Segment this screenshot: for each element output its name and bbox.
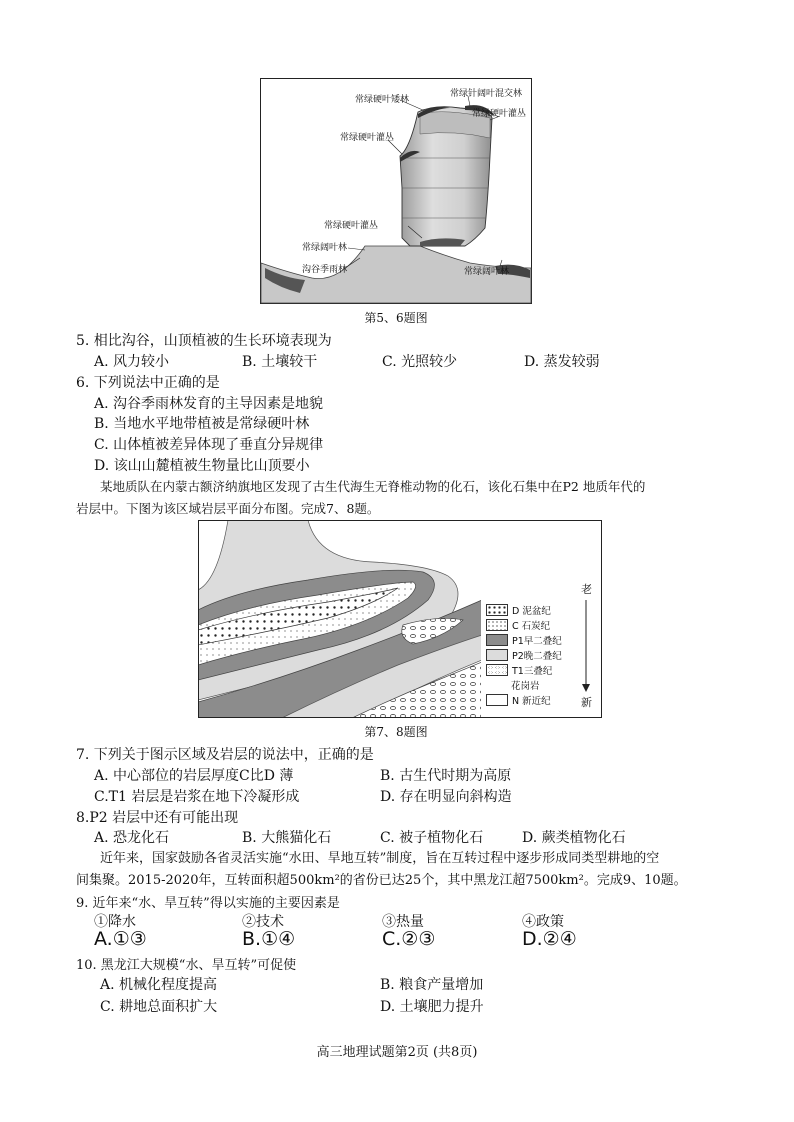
label-shrub-top-right: 常绿硬叶灌丛 [472, 109, 527, 119]
figure-vegetation-profile [260, 78, 532, 304]
q7-option-a[interactable]: A. 中心部位的岩层厚度C比D 薄 [94, 768, 294, 784]
page-footer: 高三地理试题第2页 (共8页) [316, 1045, 478, 1060]
q6-option-b[interactable]: B. 当地水平地带植被是常绿硬叶林 [94, 416, 310, 432]
label-gully-monsoon-forest: 沟谷季雨林 [302, 265, 348, 275]
label-evergreen-broadleaf-right: 常绿阔叶林 [464, 267, 510, 277]
q9-factor-3: ③热量 [382, 914, 424, 930]
q9-option-a[interactable]: A.①③ [94, 928, 147, 950]
q10-option-d[interactable]: D. 土壤肥力提升 [380, 999, 484, 1015]
q7-option-c[interactable]: C.T1 岩层是岩浆在地下冷凝形成 [94, 789, 300, 805]
q9-option-b[interactable]: B.①④ [242, 928, 296, 950]
figure2-caption: 第7、8题图 [364, 725, 428, 739]
q7-stem: 7. 下列关于图示区域及岩层的说法中，正确的是 [76, 747, 374, 763]
legend-item-late-permian: P2晚二叠纪 [486, 647, 576, 662]
context-paragraph-1-line-2: 岩层中。下图为该区域岩层平面分布图。完成7、8题。 [76, 501, 380, 516]
q9-stem: 9. 近年来“水、旱互转”得以实施的主要因素是 [76, 896, 340, 911]
q7-option-b[interactable]: B. 古生代时期为高原 [380, 768, 512, 784]
context-paragraph-1-line-1: 某地质队在内蒙古额济纳旗地区发现了古生代海生无脊椎动物的化石，该化石集中在P2 地质年代的 [100, 479, 646, 494]
q7-option-d[interactable]: D. 存在明显向斜构造 [380, 789, 512, 805]
q9-factor-1: ①降水 [94, 914, 136, 930]
q9-factor-2: ②技术 [242, 914, 284, 930]
q10-stem: 10. 黑龙江大规模“水、旱互转”可促使 [76, 958, 297, 973]
label-evergreen-broadleaf-left: 常绿阔叶林 [302, 243, 348, 253]
legend-item-devonian: D 泥盆纪 [486, 602, 576, 617]
q9-factor-4: ④政策 [522, 914, 564, 930]
q6-stem: 6. 下列说法中正确的是 [76, 375, 220, 391]
label-evergreen-sclerophyll-dwarf-forest: 常绿硬叶矮林 [355, 95, 410, 105]
q8-option-d[interactable]: D. 蕨类植物化石 [522, 830, 626, 846]
q6-option-a[interactable]: A. 沟谷季雨林发育的主导因素是地貌 [94, 396, 324, 412]
q10-option-a[interactable]: A. 机械化程度提高 [100, 977, 218, 993]
label-shrub-mid: 常绿硬叶灌丛 [340, 133, 395, 143]
q10-option-c[interactable]: C. 耕地总面积扩大 [100, 999, 218, 1015]
figure-rock-layer-map [198, 520, 602, 718]
q6-option-d[interactable]: D. 该山山麓植被生物量比山顶要小 [94, 458, 310, 474]
q5-option-c[interactable]: C. 光照较少 [382, 354, 458, 370]
legend-item-neogene: N 新近纪 [486, 692, 576, 707]
label-shrub-low: 常绿硬叶灌丛 [324, 221, 379, 231]
legend-item-early-permian: P1早二叠纪 [486, 632, 576, 647]
q5-option-d[interactable]: D. 蒸发较弱 [524, 354, 600, 370]
legend-item-triassic: T1三叠纪 [486, 662, 576, 677]
q9-option-c[interactable]: C.②③ [382, 928, 436, 950]
q8-option-a[interactable]: A. 恐龙化石 [94, 830, 170, 846]
context-paragraph-2-line-1: 近年来，国家鼓励各省灵活实施“水田、旱地互转”制度，旨在互转过程中逐步形成同类型耕地的空 [100, 851, 660, 866]
legend-old-label: 老 [581, 583, 592, 596]
q5-stem: 5. 相比沟谷，山顶植被的生长环境表现为 [76, 333, 332, 349]
q8-option-c[interactable]: C. 被子植物化石 [380, 830, 484, 846]
q9-option-d[interactable]: D.②④ [522, 928, 577, 950]
figure1-caption: 第5、6题图 [364, 311, 428, 325]
q5-option-a[interactable]: A. 风力较小 [94, 354, 170, 370]
label-mixed-forest: 常绿针阔叶混交林 [450, 89, 523, 99]
vegetation-profile-svg [260, 78, 532, 304]
context-paragraph-2-line-2: 间集聚。2015-2020年，互转面积超500km²的省份已达25个，其中黑龙江超7500km²。完成9、10题。 [76, 873, 687, 888]
q8-option-b[interactable]: B. 大熊猫化石 [242, 830, 332, 846]
q10-option-b[interactable]: B. 粮食产量增加 [380, 977, 484, 993]
q5-option-b[interactable]: B. 土壤较干 [242, 354, 318, 370]
rock-legend [486, 602, 576, 707]
legend-item-carboniferous: C 石炭纪 [486, 617, 576, 632]
q6-option-c[interactable]: C. 山体植被差异体现了垂直分异规律 [94, 437, 324, 453]
q8-stem: 8.P2 岩层中还有可能出现 [76, 810, 239, 826]
legend-item-granite: 花岗岩 [511, 680, 540, 692]
legend-new-label: 新 [581, 696, 592, 709]
